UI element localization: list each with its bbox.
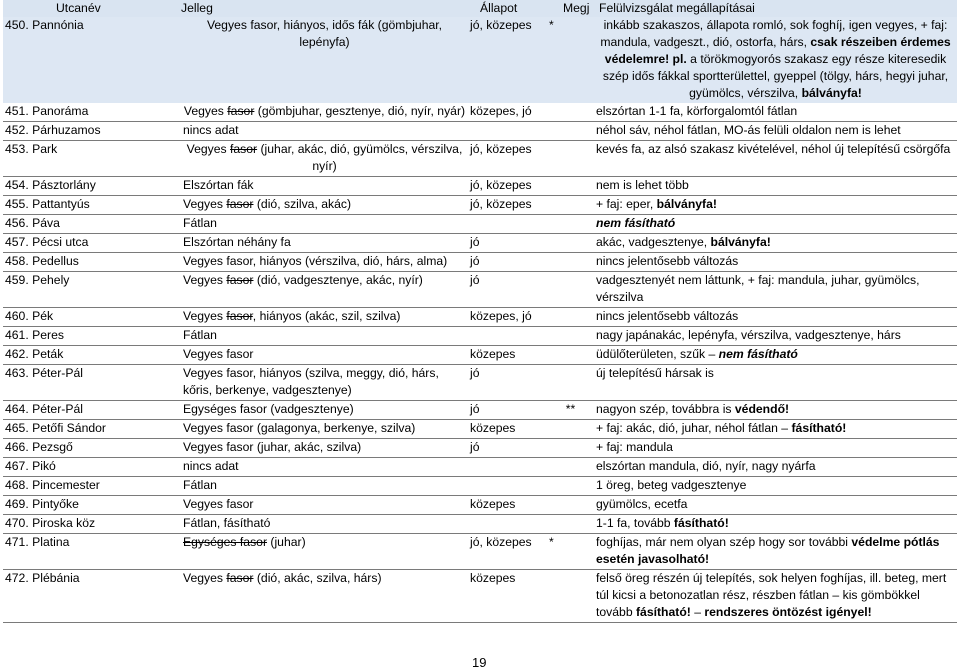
row-findings: nagy japánakác, lepényfa, vérszilva, vadgesztenye, hárs bbox=[594, 327, 957, 346]
table-row bbox=[3, 346, 957, 365]
table-row bbox=[3, 308, 957, 327]
row-note bbox=[547, 122, 594, 141]
row-character: Vegyes fasor, hiányos (vérszilva, dió, hárs, alma) bbox=[181, 253, 468, 272]
row-note bbox=[547, 177, 594, 196]
row-findings: néhol sáv, néhol fátlan, MO-ás felüli oldalon nem is lehet bbox=[594, 122, 957, 141]
row-condition bbox=[468, 477, 547, 496]
row-findings: nincs jelentősebb változás bbox=[594, 253, 957, 272]
row-condition: közepes, jó bbox=[468, 103, 547, 122]
row-condition: jó bbox=[468, 253, 547, 272]
row-condition: jó bbox=[468, 365, 547, 401]
row-findings: nem is lehet több bbox=[594, 177, 957, 196]
row-findings: gyümölcs, ecetfa bbox=[594, 496, 957, 515]
row-character: Elszórtan fák bbox=[181, 177, 468, 196]
row-street: 464. Péter-Pál bbox=[3, 401, 181, 420]
row-findings: új telepítésű hársak is bbox=[594, 365, 957, 401]
row-condition: jó, közepes bbox=[468, 196, 547, 215]
row-findings: inkább szakaszos, állapota romló, sok foghíj, igen vegyes, + faj: mandula, vadgeszt., dió, ostorfa, hárs, csak részeiben érdemes védelemre! pl. a törökmogyorós szakasz egy része kiteresedik szép idős fákkal sportterülettel, gyeppel (tölgy, hárs, hegyi juhar, gyümölcs, vérszilva, bálványfa! bbox=[600, 18, 951, 100]
row-street: 472. Plébánia bbox=[3, 570, 181, 623]
row-character: Vegyes fasor (dió, szilva, akác) bbox=[181, 196, 468, 215]
table-row bbox=[3, 534, 957, 570]
row-character: Vegyes fasor bbox=[181, 496, 468, 515]
row-note bbox=[547, 215, 594, 234]
row-street: 460. Pék bbox=[3, 308, 181, 327]
row-condition bbox=[468, 122, 547, 141]
row-street: 453. Park bbox=[3, 141, 181, 177]
row-character: Fátlan bbox=[181, 327, 468, 346]
row-street: 462. Peták bbox=[3, 346, 181, 365]
row-character: Vegyes fasor (juhar, akác, szilva) bbox=[181, 439, 468, 458]
row-character: Elszórtan néhány fa bbox=[181, 234, 468, 253]
table-row bbox=[3, 327, 957, 346]
row-findings: felső öreg részén új telepítés, sok helyen foghíjas, ill. beteg, mert túl kicsi a betonozatlan rész, részben fátlan – kis gömbökkel tovább fásítható! – rendszeres öntözést igényel! bbox=[594, 570, 957, 623]
row-note bbox=[547, 308, 594, 327]
row-findings: 1-1 fa, tovább fásítható! bbox=[594, 515, 957, 534]
row-condition: jó, közepes bbox=[468, 534, 547, 570]
header-condition: Állapot bbox=[480, 1, 518, 15]
table-row bbox=[3, 234, 957, 253]
row-condition bbox=[468, 515, 547, 534]
street-tree-table bbox=[3, 0, 957, 623]
table-row bbox=[3, 570, 957, 623]
row-street: 456. Páva bbox=[3, 215, 181, 234]
table-row bbox=[3, 17, 957, 103]
row-character: Vegyes fasor (galagonya, berkenye, szilva) bbox=[181, 420, 468, 439]
page-number: 19 bbox=[472, 655, 487, 670]
row-note bbox=[547, 103, 594, 122]
header-street-name: Utcanév bbox=[56, 1, 101, 15]
row-street: 458. Pedellus bbox=[3, 253, 181, 272]
row-note bbox=[547, 458, 594, 477]
row-character: Vegyes fasor, hiányos (akác, szil, szilva) bbox=[181, 308, 468, 327]
row-condition: közepes, jó bbox=[468, 308, 547, 327]
table-row bbox=[3, 196, 957, 215]
table-row bbox=[3, 365, 957, 401]
row-condition: jó bbox=[468, 234, 547, 253]
row-findings: nagyon szép, továbbra is védendő! bbox=[594, 401, 957, 420]
row-findings: 1 öreg, beteg vadgesztenye bbox=[594, 477, 957, 496]
row-character: Fátlan, fásítható bbox=[181, 515, 468, 534]
table-row bbox=[3, 420, 957, 439]
row-character: Vegyes fasor (dió, vadgesztenye, akác, nyír) bbox=[181, 272, 468, 308]
table-row bbox=[3, 177, 957, 196]
table-row bbox=[3, 496, 957, 515]
row-character: nincs adat bbox=[181, 122, 468, 141]
row-note bbox=[547, 253, 594, 272]
row-findings: + faj: mandula bbox=[594, 439, 957, 458]
row-note: * bbox=[549, 18, 554, 32]
table-row bbox=[3, 253, 957, 272]
row-street: 457. Pécsi utca bbox=[3, 234, 181, 253]
row-street: 469. Pintyőke bbox=[3, 496, 181, 515]
row-condition: jó bbox=[468, 439, 547, 458]
table-row bbox=[3, 272, 957, 308]
row-street: 468. Pincemester bbox=[3, 477, 181, 496]
row-street: 454. Pásztorlány bbox=[3, 177, 181, 196]
row-condition: jó, közepes bbox=[470, 18, 532, 32]
row-note bbox=[547, 496, 594, 515]
row-note bbox=[547, 570, 594, 623]
table-row bbox=[3, 401, 957, 420]
table-row bbox=[3, 215, 957, 234]
row-note bbox=[547, 141, 594, 177]
row-street: 452. Párhuzamos bbox=[3, 122, 181, 141]
row-character: Vegyes fasor (dió, akác, szilva, hárs) bbox=[181, 570, 468, 623]
row-character: Vegyes fasor, hiányos (szilva, meggy, dió, hárs, kőris, berkenye, vadgesztenye) bbox=[181, 365, 468, 401]
row-character: Fátlan bbox=[181, 477, 468, 496]
row-note: * bbox=[547, 534, 594, 570]
row-street: 463. Péter-Pál bbox=[3, 365, 181, 401]
row-condition: jó, közepes bbox=[468, 177, 547, 196]
row-condition bbox=[468, 458, 547, 477]
row-findings: nincs jelentősebb változás bbox=[594, 308, 957, 327]
row-character: Vegyes fasor, hiányos, idős fák (gömbjuhar, lepényfa) bbox=[206, 18, 443, 49]
row-findings: akác, vadgesztenye, bálványfa! bbox=[594, 234, 957, 253]
row-street: 450. Pannónia bbox=[5, 18, 84, 32]
header-review-findings: Felülvizsgálat megállapításai bbox=[599, 1, 755, 15]
header-character: Jelleg bbox=[181, 1, 213, 15]
row-note bbox=[547, 515, 594, 534]
row-character: Egységes fasor (juhar) bbox=[181, 534, 468, 570]
row-character: Fátlan bbox=[181, 215, 468, 234]
table-row bbox=[3, 103, 957, 122]
row-condition: közepes bbox=[468, 570, 547, 623]
row-character: Vegyes fasor bbox=[181, 346, 468, 365]
table-row bbox=[3, 477, 957, 496]
row-condition: jó bbox=[468, 272, 547, 308]
row-findings: + faj: akác, dió, juhar, néhol fátlan – fásítható! bbox=[594, 420, 957, 439]
row-note bbox=[547, 272, 594, 308]
row-note: ** bbox=[547, 401, 594, 420]
row-street: 451. Panoráma bbox=[3, 103, 181, 122]
table-header-row bbox=[3, 0, 957, 17]
row-condition: közepes bbox=[468, 420, 547, 439]
row-condition bbox=[468, 215, 547, 234]
row-note bbox=[547, 234, 594, 253]
table-row bbox=[3, 515, 957, 534]
table-row bbox=[3, 439, 957, 458]
table-row bbox=[3, 458, 957, 477]
table-row bbox=[3, 141, 957, 177]
row-findings: foghíjas, már nem olyan szép hogy sor további védelme pótlás esetén javasolható! bbox=[594, 534, 957, 570]
row-street: 466. Pezsgő bbox=[3, 439, 181, 458]
row-findings: + faj: eper, bálványfa! bbox=[594, 196, 957, 215]
row-findings: kevés fa, az alsó szakasz kivételével, néhol új telepítésű csörgőfa bbox=[594, 141, 957, 177]
row-street: 455. Pattantyús bbox=[3, 196, 181, 215]
row-findings: elszórtan 1-1 fa, körforgalomtól fátlan bbox=[594, 103, 957, 122]
row-findings: nem fásítható bbox=[594, 215, 957, 234]
row-street: 459. Pehely bbox=[3, 272, 181, 308]
row-street: 461. Peres bbox=[3, 327, 181, 346]
row-condition: jó bbox=[468, 401, 547, 420]
row-findings: vadgesztenyét nem láttunk, + faj: mandula, juhar, gyümölcs, vérszilva bbox=[594, 272, 957, 308]
row-findings: elszórtan mandula, dió, nyír, nagy nyárfa bbox=[594, 458, 957, 477]
row-character: nincs adat bbox=[181, 458, 468, 477]
row-condition: közepes bbox=[468, 496, 547, 515]
row-note bbox=[547, 327, 594, 346]
row-character: Vegyes fasor (juhar, akác, dió, gyümölcs, vérszilva, nyír) bbox=[181, 141, 468, 177]
row-findings: üdülőterületen, szűk – nem fásítható bbox=[594, 346, 957, 365]
row-note bbox=[547, 439, 594, 458]
row-note bbox=[547, 420, 594, 439]
row-condition: közepes bbox=[468, 346, 547, 365]
row-note bbox=[547, 477, 594, 496]
row-character: Vegyes fasor (gömbjuhar, gesztenye, dió, nyír, nyár) bbox=[181, 103, 468, 122]
header-note: Megj bbox=[563, 1, 590, 15]
row-character: Egységes fasor (vadgesztenye) bbox=[181, 401, 468, 420]
row-condition: jó, közepes bbox=[468, 141, 547, 177]
row-street: 471. Platina bbox=[3, 534, 181, 570]
row-street: 467. Pikó bbox=[3, 458, 181, 477]
row-street: 465. Petőfi Sándor bbox=[3, 420, 181, 439]
table-row bbox=[3, 122, 957, 141]
row-note bbox=[547, 346, 594, 365]
row-note bbox=[547, 196, 594, 215]
row-note bbox=[547, 365, 594, 401]
row-condition bbox=[468, 327, 547, 346]
row-street: 470. Piroska köz bbox=[3, 515, 181, 534]
